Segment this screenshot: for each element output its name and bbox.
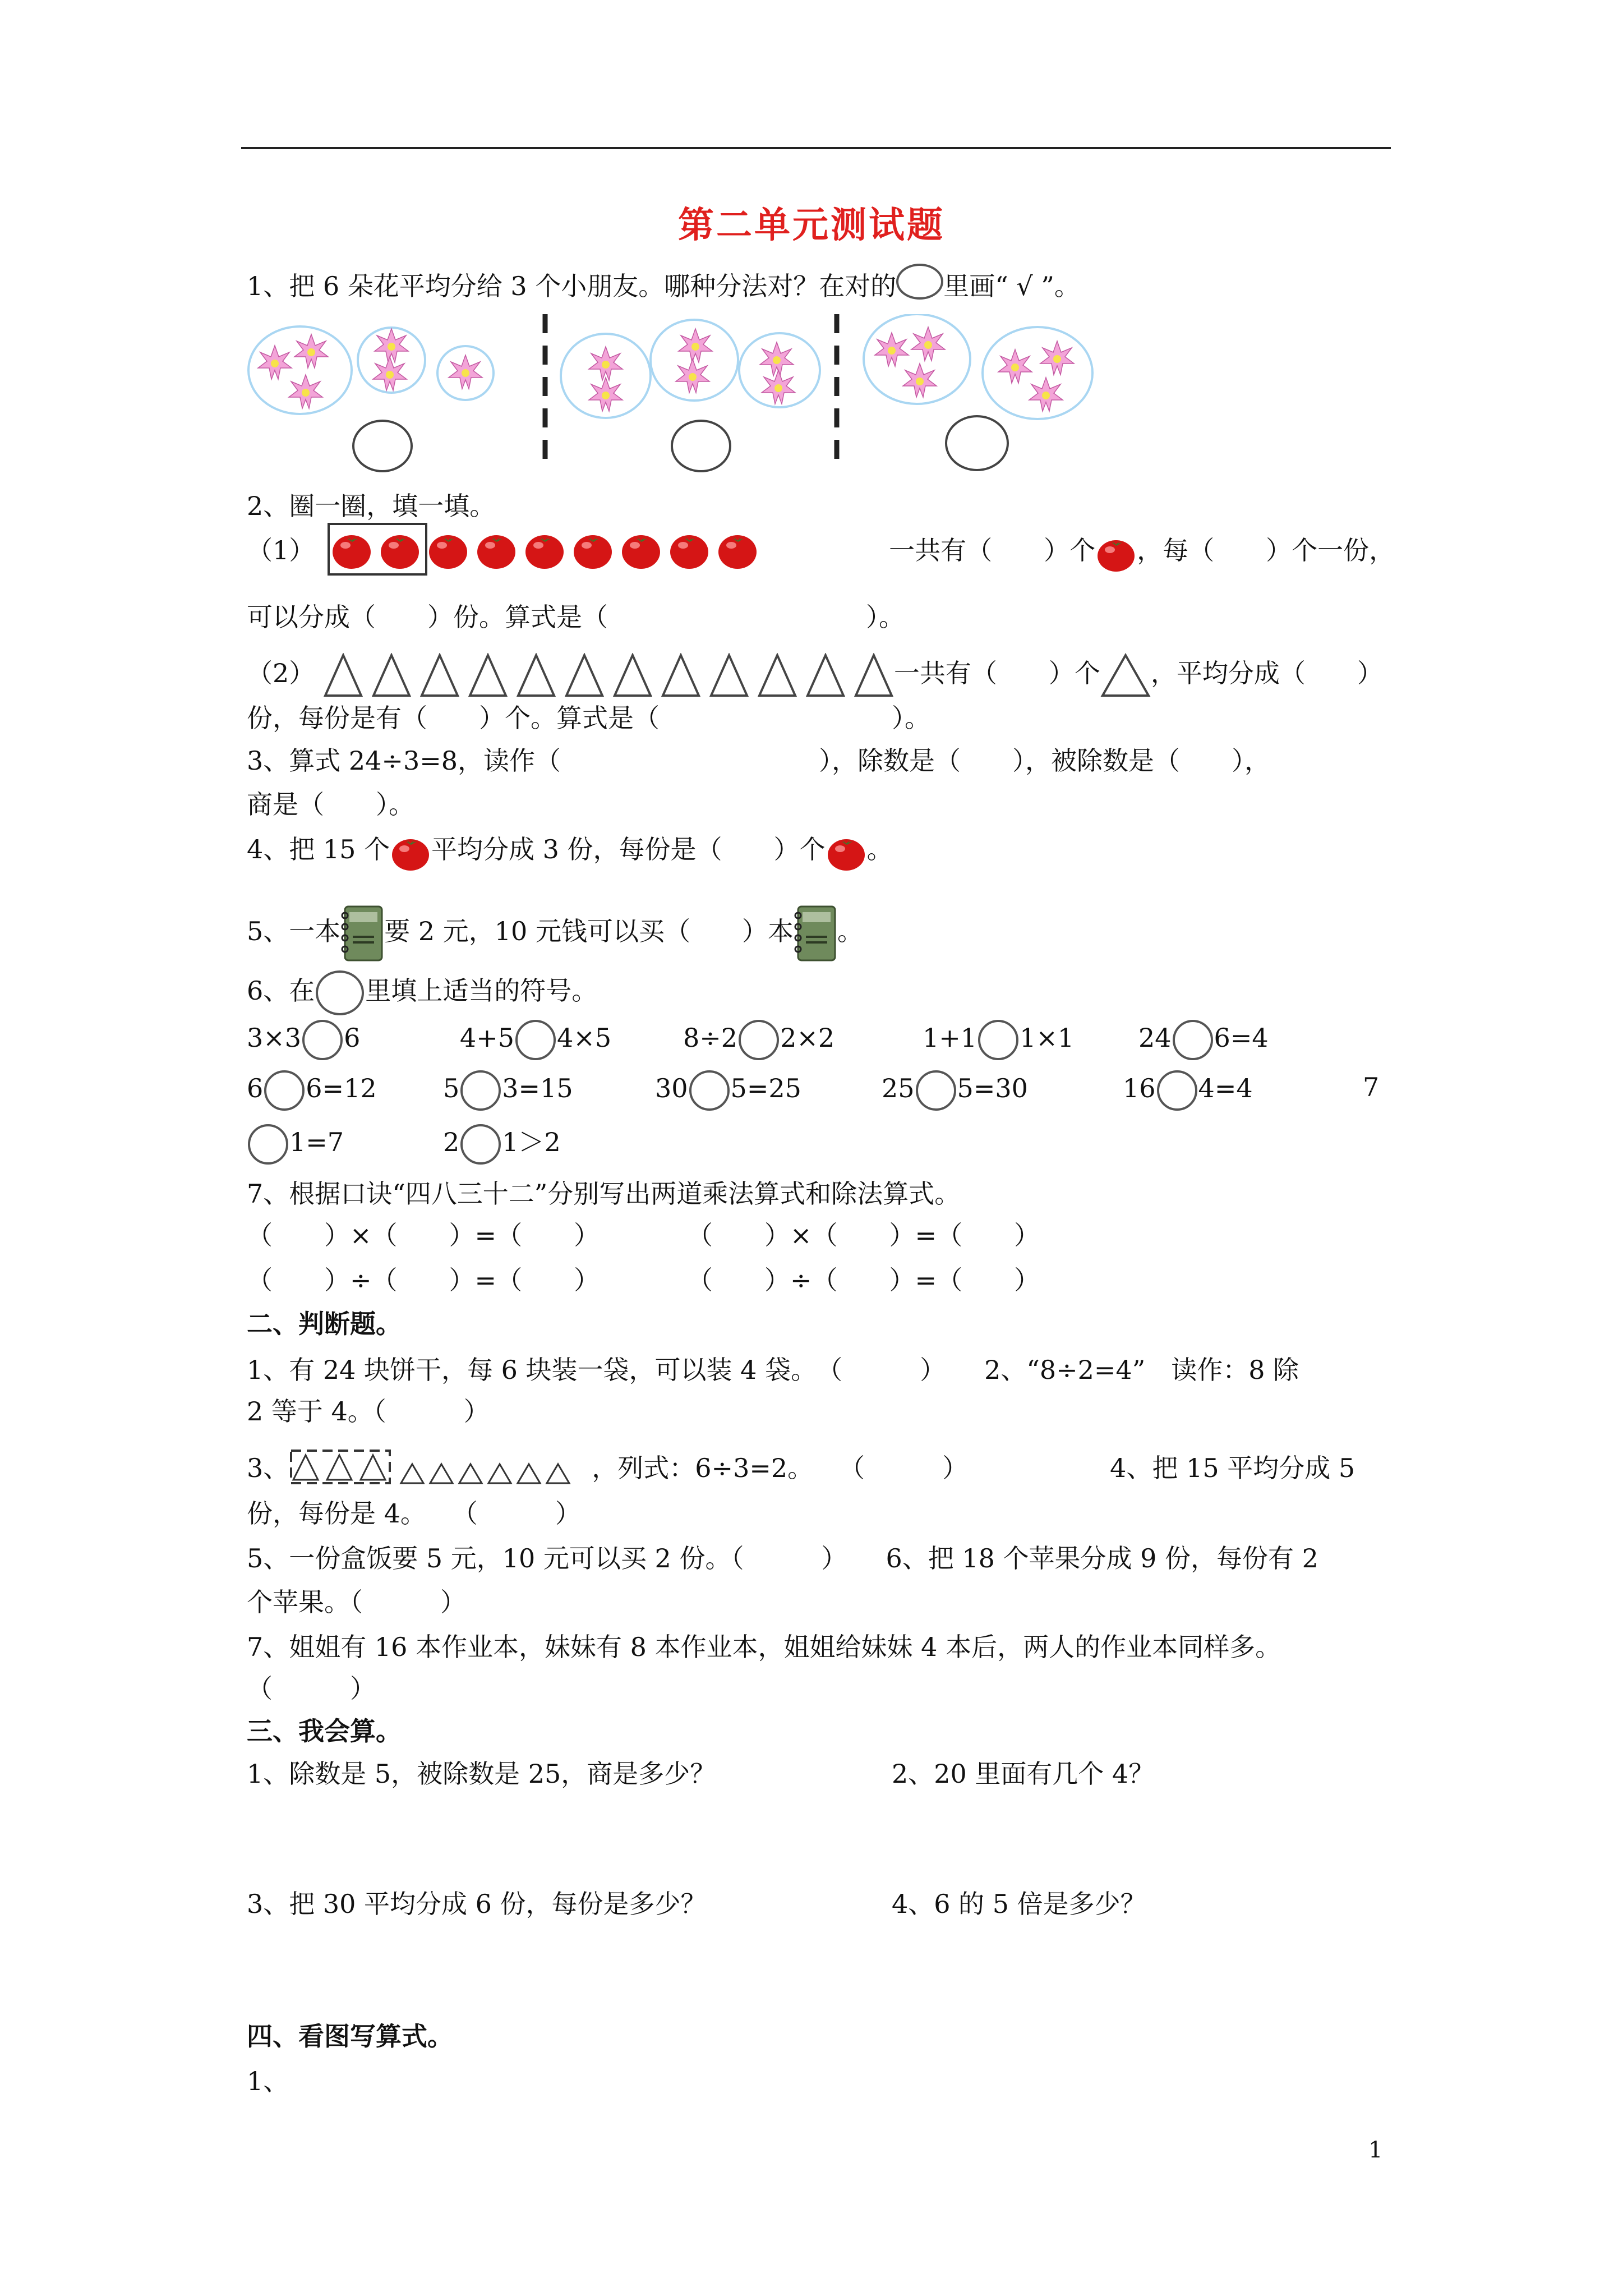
triangle-icon [854, 653, 894, 698]
answer-circle[interactable] [978, 1020, 1018, 1060]
q2-p2-label: （2） [247, 658, 315, 688]
q1-text-b: 里画“ √ ”。 [943, 271, 1080, 301]
q6-item: 1=7 [247, 1124, 344, 1165]
option-c-figure [864, 314, 1092, 470]
q2-p2-line2: 份，每份是有（ ）个。算式是（ ）。 [247, 703, 930, 733]
triangle-icon [1100, 653, 1151, 698]
q4-text: 4、把 15 个 [247, 834, 390, 864]
q5-text-c: 。 [837, 916, 863, 946]
s2-line4: 份，每份是 4。 （ ） [247, 1498, 581, 1529]
answer-circle[interactable] [739, 1020, 779, 1060]
q3-line1: 3、算式 24÷3=8，读作（ ），除数是（ ），被除数是（ ）， [247, 746, 1271, 776]
answer-circle[interactable] [302, 1020, 343, 1060]
s2-line3 [247, 1448, 1355, 1492]
tomato-icon [826, 831, 867, 872]
q6-heading [247, 970, 597, 1015]
answer-circle[interactable] [916, 1070, 956, 1111]
section-4-heading: 四、看图写算式。 [247, 2021, 453, 2051]
memo-notebook-icon [794, 904, 837, 963]
answer-circle[interactable] [1157, 1070, 1197, 1111]
q2-p1-text: 一共有（ ）个 [889, 535, 1096, 565]
q6-item: 25 5=30 [882, 1070, 1028, 1111]
s2-line7: 7、姐姐有 16 本作业本，妹妹有 8 本作业本，姐姐给妹妹 4 本后，两人的作业本同样多。 [247, 1632, 1281, 1662]
answer-circle[interactable] [1173, 1020, 1213, 1060]
q7-heading: 7、根据口诀“四八三十二”分别写出两道乘法算式和除法算式。 [247, 1179, 961, 1209]
q7-mul-1: （ ）×（ ）=（ ） [247, 1220, 600, 1250]
triangle-icon [709, 653, 749, 698]
s4-q1: 1、 [247, 2066, 289, 2096]
q6-item: 16 4=4 [1123, 1070, 1253, 1111]
triangle-icon [805, 653, 846, 698]
triangle-icon [468, 653, 508, 698]
triangle-icon [371, 653, 412, 698]
q3-line2: 商是（ ）。 [247, 789, 414, 820]
q5-text: 5、一本 [247, 916, 341, 946]
q4-text-b: 平均分成 3 份，每份是（ ）个 [431, 834, 826, 864]
q6-item: 8÷2 2×2 [683, 1020, 834, 1060]
q2-part2 [247, 653, 1383, 698]
tomato-row [323, 527, 805, 578]
option-b-figure [561, 320, 820, 471]
q6-item: 6 6=12 [247, 1070, 377, 1111]
q2-p1-label: （1） [247, 535, 315, 565]
s2-l3-text: ，列式：6÷3=2。 （ ） 4、把 15 平均分成 5 [592, 1453, 1355, 1483]
tomato-icon [390, 831, 431, 872]
q2-p1-line2: 可以分成（ ）份。算式是（ ）。 [247, 602, 905, 632]
q6-text: 6、在 [247, 976, 315, 1006]
circle-icon [316, 970, 364, 1015]
q4-text-c: 。 [866, 834, 893, 864]
triangle-icon [612, 653, 653, 698]
q7-div-1: （ ）÷（ ）=（ ） [247, 1265, 600, 1295]
s2-line6: 个苹果。（ ） [247, 1587, 466, 1617]
q2-p2-text-b: ，平均分成（ ） [1150, 658, 1383, 688]
q6-text-b: 里填上适当的符号。 [365, 976, 598, 1006]
section-2-heading: 二、判断题。 [247, 1309, 402, 1339]
s2-line2: 2 等于 4。（ ） [247, 1396, 490, 1427]
tomatoes-figure [323, 527, 805, 578]
s2-line1: 1、有 24 块饼干，每 6 块装一袋，可以装 4 袋。 （ ） 2、“8÷2=4” 读作：8 除 [247, 1355, 1299, 1385]
q6-item: 7 [1363, 1072, 1380, 1102]
q5-line [247, 904, 863, 963]
page-number: 1 [1368, 2137, 1383, 2163]
answer-circle[interactable] [460, 1124, 501, 1165]
q6-item: 1+1 1×1 [923, 1020, 1074, 1060]
s3-q1: 1、除数是 5，被除数是 25，商是多少？ [247, 1759, 716, 1789]
triangle-icon [419, 653, 460, 698]
q6-item: 30 5=25 [655, 1070, 801, 1111]
q6-item: 2 1＞2 [443, 1124, 561, 1165]
header-rule [241, 147, 1391, 149]
s2-l3-prefix: 3、 [247, 1453, 289, 1483]
triangle-icon [564, 653, 605, 698]
s3-q4: 4、6 的 5 倍是多少？ [892, 1889, 1146, 1919]
triangles-grouping-figure [289, 1448, 592, 1492]
q1-line [247, 264, 1080, 303]
q7-mul-2: （ ）×（ ）=（ ） [687, 1220, 1040, 1250]
q4-line [247, 831, 893, 872]
answer-circle[interactable] [515, 1020, 556, 1060]
q2-p1-text-b: ，每（ ）个一份， [1137, 535, 1395, 565]
triangle-icon [661, 653, 701, 698]
q1-text: 1、把 6 朵花平均分给 3 个小朋友。哪种分法对？在对的 [247, 271, 897, 301]
answer-circle[interactable] [264, 1070, 305, 1111]
q5-text-b: 要 2 元，10 元钱可以买（ ）本 [384, 916, 794, 946]
triangle-icon [757, 653, 797, 698]
section-3-heading: 三、我会算。 [247, 1716, 402, 1746]
q2-part1 [247, 527, 1395, 578]
q6-item: 3×3 6 [247, 1020, 360, 1060]
s2-line5: 5、一份盒饭要 5 元，10 元可以买 2 份。（ ） 6、把 18 个苹果分成 9 份，每份有 2 [247, 1543, 1318, 1573]
circle-icon [896, 264, 943, 300]
q7-div-2: （ ）÷（ ）=（ ） [687, 1265, 1040, 1295]
tomato-icon [1095, 532, 1137, 573]
answer-circle[interactable] [689, 1070, 730, 1111]
answer-circle[interactable] [248, 1124, 288, 1165]
q2-heading: 2、圈一圈，填一填。 [247, 491, 496, 521]
page-title: 第二单元测试题 [678, 204, 945, 246]
triangle-icon [323, 653, 363, 698]
s3-q2: 2、20 里面有几个 4？ [892, 1759, 1155, 1789]
option-a-figure [248, 326, 494, 471]
q6-item: 5 3=15 [443, 1070, 573, 1111]
q2-p2-text: 一共有（ ）个 [893, 658, 1100, 688]
answer-circle[interactable] [460, 1070, 501, 1111]
q6-item: 4+5 4×5 [460, 1020, 611, 1060]
s2-line8: （ ） [247, 1673, 376, 1704]
q6-item: 24 6=4 [1138, 1020, 1269, 1060]
memo-notebook-icon [340, 904, 384, 963]
triangle-icon [516, 653, 556, 698]
flower-distribution-figure [241, 314, 1138, 477]
s3-q3: 3、把 30 平均分成 6 份，每份是多少？ [247, 1889, 707, 1919]
